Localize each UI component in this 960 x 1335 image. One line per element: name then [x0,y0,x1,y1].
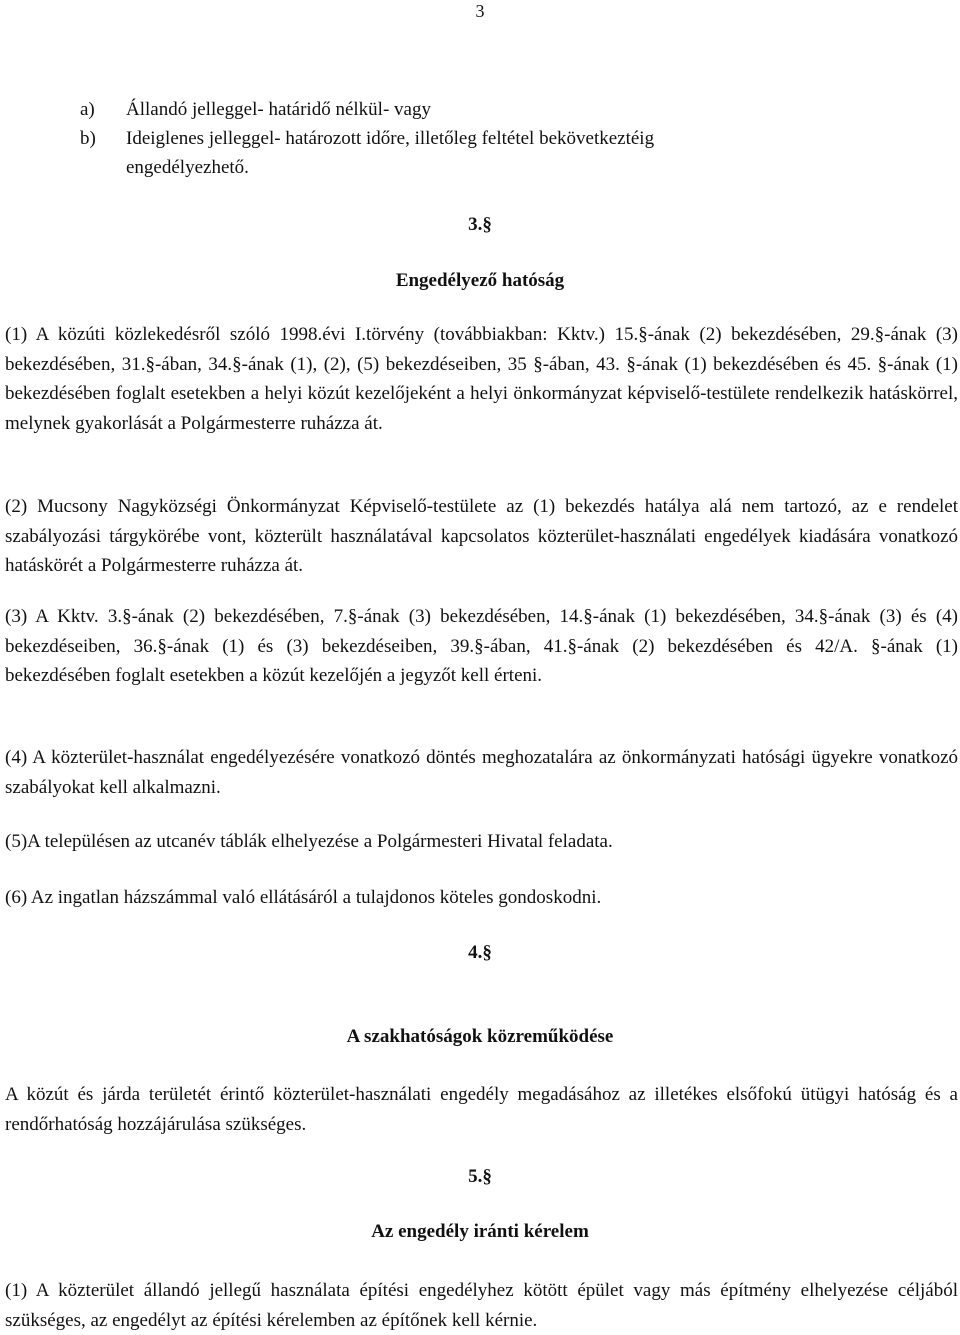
section-5-paragraph-1: (1) A közterület állandó jellegű használata építési engedélyhez kötött épület vagy más építmény elhelyezése céljából szükséges, az engedélyt az építési kérelemben az építőnek kell kérnie. [5,1280,958,1331]
list-marker-b: b) [80,128,96,149]
section-3-paragraph-2: (2) Mucsony Nagyközségi Önkormányzat Képviselő-testülete az (1) bekezdés hatálya alá nem tartozó, az e rendelet szabályozási tárgykörébe vont, közterült használatával kapcsolatos közterület-használati engedélyek kiadására vonatkozó hatáskörét a Polgármesterre ruházza át. [5,496,958,576]
section-3-paragraph-1: (1) A közúti közlekedésről szóló 1998.évi I.törvény (továbbiakban: Kktv.) 15.§-ának (2) bekezdésében, 29.§-ának (3) bekezdésében, 31.§-ában, 34.§-ának (1), (2), (5) bekezdéseiben, 35 §-ában, 43. §-ának (1) bekezdésében és 45. §-ának (1) bekezdésében foglalt esetekben a helyi közút kezelőjeként a helyi önkormányzat képviselő-testülete rendelkezik hatáskörrel, melynek gyakorlását a Polgármesterre ruházza át. [5,324,958,434]
section-5-title: Az engedély iránti kérelem [371,1221,589,1242]
section-3-number: 3.§ [468,214,492,235]
section-3-paragraph-6: (6) Az ingatlan házszámmal való ellátásáról a tulajdonos köteles gondoskodni. [5,887,602,908]
section-5-number: 5.§ [468,1166,492,1187]
section-3-paragraph-5: (5)A településen az utcanév táblák elhelyezése a Polgármesteri Hivatal feladata. [5,831,613,852]
section-4-title: A szakhatóságok közreműködése [346,1026,614,1047]
list-item-b-line-1: Ideiglenes jelleggel- határozott időre, illetőleg feltétel bekövetkeztéig [126,128,655,149]
list-item-a: Állandó jelleggel- határidő nélkül- vagy [126,99,431,120]
list-marker-a: a) [80,99,95,120]
page-number: 3 [475,1,485,21]
section-3-paragraph-3: (3) A Kktv. 3.§-ának (2) bekezdésében, 7.§-ának (3) bekezdésében, 14.§-ának (1) bekezdésében, 34.§-ának (3) és (4) bekezdéseiben, 36.§-ának (1) és (3) bekezdéseiben, 39.§-ában, 41.§-ának (2) bekezdésében és 42/A. §-ának (1) bekezdésében foglalt esetekben a közút kezelőjén a jegyzőt kell érteni. [5,606,958,686]
section-4-number: 4.§ [468,942,492,963]
section-3-title: Engedélyező hatóság [395,270,565,291]
section-3-paragraph-4: (4) A közterület-használat engedélyezésére vonatkozó döntés meghozatalára az önkormányzati hatósági ügyekre vonatkozó szabályokat kell alkalmazni. [5,747,958,798]
list-item-b-line-2: engedélyezhető. [126,157,249,178]
section-4-paragraph-1: A közút és járda területét érintő közterület-használati engedély megadásához az illetékes elsőfokú ütügyi hatóság és a rendőrhatóság hozzájárulása szükséges. [5,1084,958,1135]
